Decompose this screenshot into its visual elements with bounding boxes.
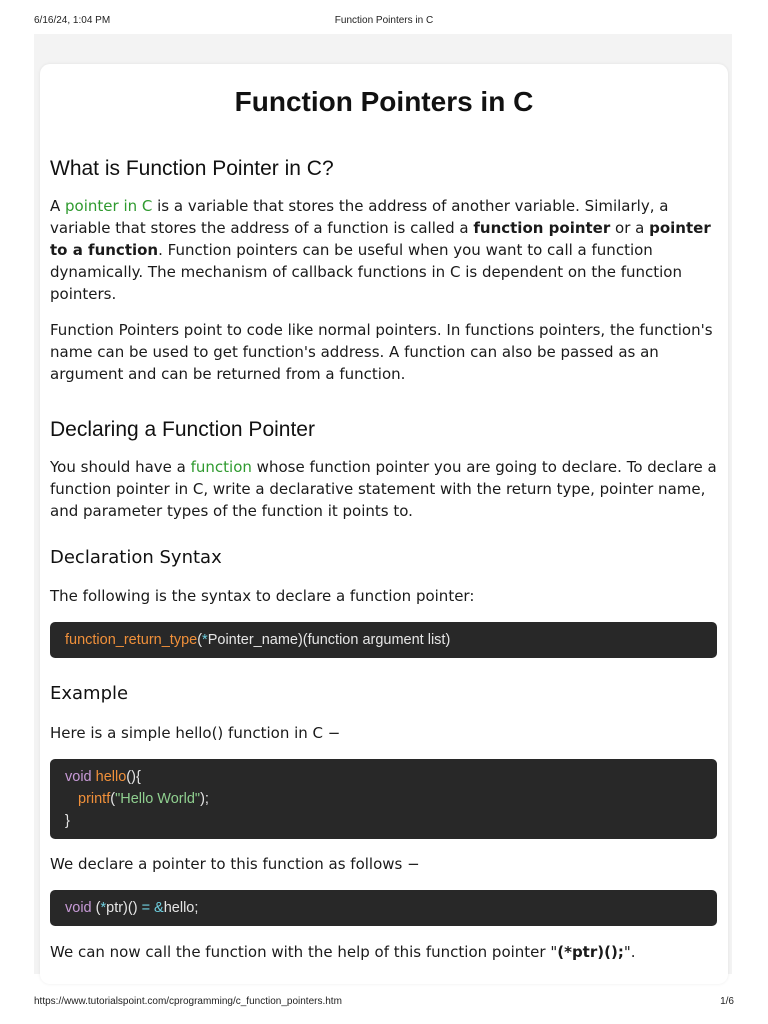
- code-block-syntax: [50, 622, 717, 658]
- code-token: printf: [78, 791, 111, 807]
- text-span: is a variable that stores the address of another variable. Similarly, a variable that stores the address of a function is called a: [50, 197, 669, 237]
- text-span: whose function pointer you are going to declare. To declare a function pointer in C, write a declarative statement with the return type, pointer name, and parameter types of the function it points to.: [50, 458, 717, 520]
- code-token: = &: [141, 900, 164, 916]
- link-pointer-in-c[interactable]: pointer in C: [65, 197, 153, 215]
- code-block-hello: [50, 759, 717, 839]
- paragraph-example-intro: Here is a simple hello() function in C −: [50, 724, 341, 742]
- text-span: You should have a: [50, 458, 191, 476]
- page-title: Function Pointers in C: [234, 86, 534, 117]
- print-title: Function Pointers in C: [334, 15, 434, 26]
- code-token: ptr)(): [106, 900, 142, 916]
- paragraph-syntax-intro: The following is the syntax to declare a function pointer:: [50, 587, 475, 605]
- code-line: [65, 810, 702, 832]
- print-page-number: 1/6: [720, 996, 734, 1007]
- code-token: void: [65, 769, 92, 785]
- paragraph-call-function: [50, 941, 718, 963]
- bold-call-expression: (*ptr)();: [557, 943, 624, 961]
- code-token: (){: [126, 769, 141, 785]
- subheading-declaration-syntax: Declaration Syntax: [50, 547, 222, 568]
- code-line: [65, 766, 702, 788]
- text-span: or a: [610, 219, 650, 237]
- paragraph-declare-pointer: We declare a pointer to this function as follows −: [50, 855, 420, 873]
- print-footer: [34, 996, 734, 1010]
- code-token: Pointer_name)(function argument list): [207, 632, 451, 648]
- code-token: void: [65, 900, 92, 916]
- code-return-type: function_return_type: [65, 632, 198, 648]
- section-heading-what-is: What is Function Pointer in C?: [50, 157, 334, 180]
- code-token: }: [65, 813, 70, 829]
- code-token: hello;: [163, 900, 199, 916]
- code-token: (: [110, 791, 116, 807]
- print-header: [34, 15, 734, 29]
- code-token: (: [91, 900, 101, 916]
- code-token: (: [197, 632, 203, 648]
- bold-pointer-to-function: pointer to a function: [50, 219, 711, 259]
- paragraph-declaring: [50, 456, 718, 522]
- code-token: "Hello World": [115, 791, 201, 807]
- code-token: );: [200, 791, 209, 807]
- link-function[interactable]: function: [190, 458, 252, 476]
- section-heading-declaring: Declaring a Function Pointer: [50, 418, 315, 441]
- text-span: . Function pointers can be useful when you want to call a function dynamically. The mechanism of callback functions in C is dependent on the function pointers.: [50, 241, 682, 303]
- print-url: https://www.tutorialspoint.com/cprogramming/c_function_pointers.htm: [34, 996, 342, 1007]
- subheading-example: Example: [50, 683, 129, 704]
- code-block-declare-ptr: [50, 890, 717, 926]
- print-date: 6/16/24, 1:04 PM: [34, 15, 111, 26]
- paragraph-pointers-point: Function Pointers point to code like normal pointers. In functions pointers, the function's name can be used to get function's address. A function can also be passed as an argument and can be returned from a function.: [50, 321, 713, 383]
- text-span: A: [50, 197, 66, 215]
- code-token: *: [100, 900, 107, 916]
- text-span: We can now call the function with the help of this function pointer ": [50, 943, 558, 961]
- code-token: *: [202, 632, 208, 648]
- code-token: hello: [95, 769, 127, 785]
- bold-function-pointer: function pointer: [473, 219, 611, 237]
- code-line: [65, 788, 702, 810]
- text-span: ".: [623, 943, 636, 961]
- paragraph-definition: [50, 195, 718, 305]
